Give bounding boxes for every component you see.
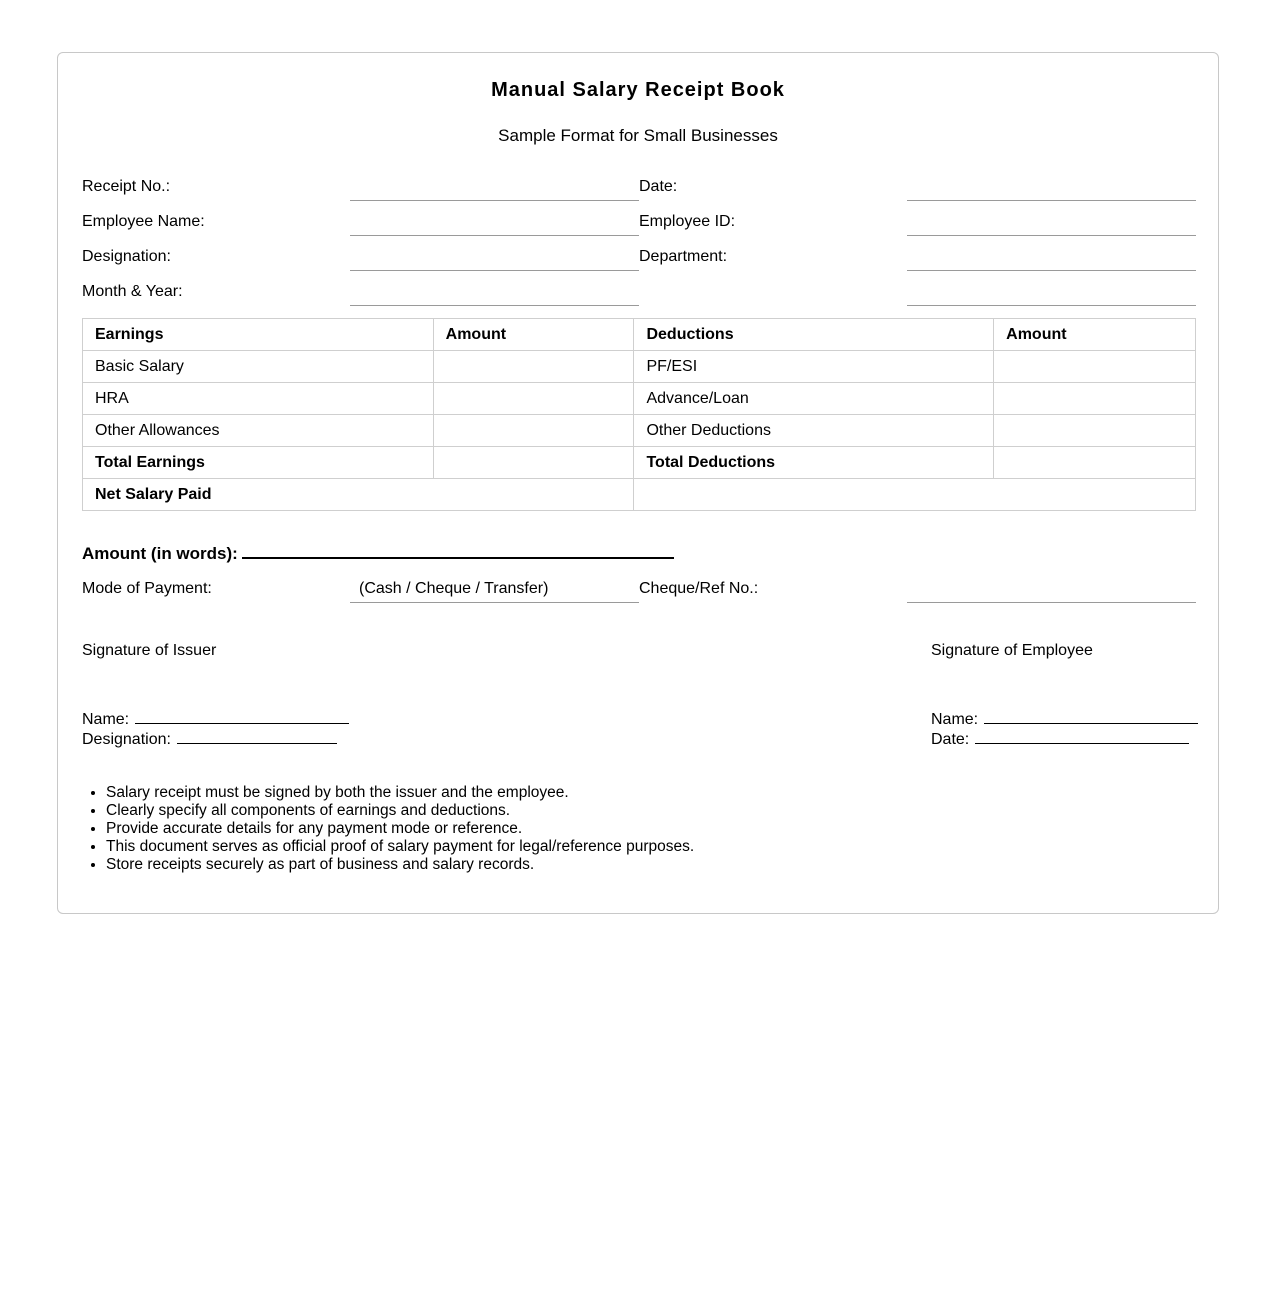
- department-label: Department:: [639, 248, 728, 265]
- page-subtitle: Sample Format for Small Businesses: [498, 126, 778, 145]
- earning-item: Basic Salary: [83, 351, 434, 383]
- earning-item: Other Allowances: [83, 415, 434, 447]
- list-item: • Clearly specify all components of earnings and deductions.: [106, 802, 694, 820]
- total-earnings-label: Total Earnings: [83, 447, 434, 479]
- table-row: [83, 415, 1196, 447]
- deduction-item: Other Deductions: [634, 415, 994, 447]
- page-title: Manual Salary Receipt Book: [491, 79, 785, 101]
- receipt-no-field[interactable]: [350, 177, 639, 201]
- net-salary-cell[interactable]: [634, 479, 1196, 511]
- list-item: • Salary receipt must be signed by both the issuer and the employee.: [106, 784, 694, 802]
- issuer-name-field[interactable]: [135, 709, 349, 724]
- list-item: • Provide accurate details for any payment mode or reference.: [106, 820, 694, 838]
- amount-in-words-field[interactable]: [242, 541, 674, 559]
- deductions-amount-header: Amount: [994, 319, 1196, 351]
- earnings-header: Earnings: [83, 319, 434, 351]
- deductions-header: Deductions: [634, 319, 994, 351]
- employee-name-label: Employee Name:: [82, 213, 205, 230]
- employee-signature-label: Signature of Employee: [931, 642, 1093, 659]
- employee-name-line: [931, 709, 1198, 729]
- earning-amount-cell[interactable]: [433, 383, 634, 415]
- employee-id-field[interactable]: [907, 212, 1196, 236]
- table-row: [83, 351, 1196, 383]
- totals-row: [83, 447, 1196, 479]
- issuer-designation-label: Designation:: [82, 731, 171, 748]
- deduction-amount-cell[interactable]: [994, 351, 1196, 383]
- employee-date-label: Date:: [931, 731, 970, 748]
- employee-date-line: [931, 729, 1198, 749]
- issuer-name-line: [82, 709, 349, 729]
- field-row-receipt: [82, 177, 1196, 207]
- issuer-designation-field[interactable]: [177, 729, 337, 744]
- earning-amount-cell[interactable]: [433, 415, 634, 447]
- earnings-amount-header: Amount: [433, 319, 634, 351]
- employee-sign-name-field[interactable]: [984, 709, 1198, 724]
- date-field[interactable]: [907, 177, 1196, 201]
- employee-id-label: Employee ID:: [639, 213, 736, 230]
- field-row-payment: [82, 579, 1196, 609]
- payment-mode-field[interactable]: (Cash / Cheque / Transfer): [350, 579, 639, 603]
- employee-sign-name-label: Name:: [931, 711, 979, 728]
- department-field[interactable]: [907, 247, 1196, 271]
- month-year-label: Month & Year:: [82, 283, 183, 300]
- amount-in-words-label: Amount (in words):: [82, 544, 238, 563]
- deduction-amount-cell[interactable]: [994, 383, 1196, 415]
- issuer-details: [82, 709, 349, 749]
- payment-mode-label: Mode of Payment:: [82, 580, 212, 597]
- salary-table: [82, 318, 1196, 511]
- amount-in-words: [82, 541, 674, 564]
- designation-label: Designation:: [82, 248, 171, 265]
- extra-blank-field[interactable]: [907, 282, 1196, 306]
- earning-item: HRA: [83, 383, 434, 415]
- receipt-no-label: Receipt No.:: [82, 178, 171, 195]
- field-row-month: [82, 282, 1196, 312]
- table-row: [83, 383, 1196, 415]
- employee-name-field[interactable]: [350, 212, 639, 236]
- net-salary-label: Net Salary Paid: [83, 479, 634, 511]
- month-year-field[interactable]: [350, 282, 639, 306]
- deduction-item: PF/ESI: [634, 351, 994, 383]
- field-row-employee: [82, 212, 1196, 242]
- issuer-signature-label: Signature of Issuer: [82, 642, 217, 659]
- salary-receipt-card: [57, 52, 1219, 914]
- table-header-row: [83, 319, 1196, 351]
- field-row-designation: [82, 247, 1196, 277]
- net-salary-row: [83, 479, 1196, 511]
- notes-list: [82, 784, 694, 874]
- cheque-ref-label: Cheque/Ref No.:: [639, 580, 759, 597]
- earning-amount-cell[interactable]: [433, 351, 634, 383]
- list-item: • This document serves as official proof of salary payment for legal/reference purposes.: [106, 838, 694, 856]
- total-deductions-cell[interactable]: [994, 447, 1196, 479]
- cheque-ref-field[interactable]: [907, 579, 1196, 603]
- list-item: • Store receipts securely as part of business and salary records.: [106, 856, 694, 874]
- employee-date-field[interactable]: [975, 729, 1189, 744]
- deduction-item: Advance/Loan: [634, 383, 994, 415]
- designation-field[interactable]: [350, 247, 639, 271]
- total-deductions-label: Total Deductions: [634, 447, 994, 479]
- employee-details: [931, 709, 1198, 749]
- total-earnings-cell[interactable]: [433, 447, 634, 479]
- date-label: Date:: [639, 178, 678, 195]
- deduction-amount-cell[interactable]: [994, 415, 1196, 447]
- issuer-name-label: Name:: [82, 711, 130, 728]
- issuer-designation-line: [82, 729, 349, 749]
